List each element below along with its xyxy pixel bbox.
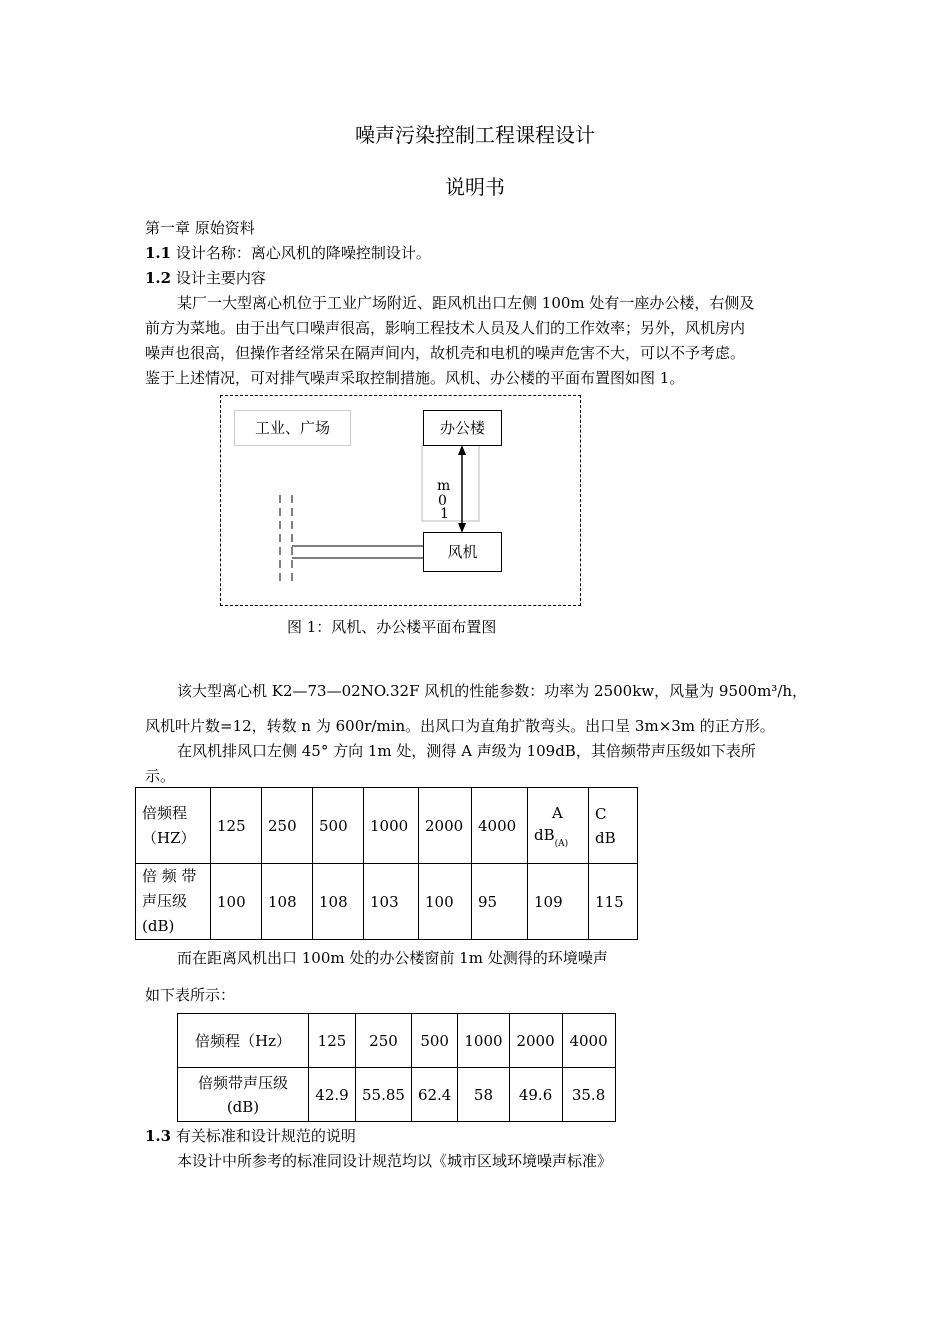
arrow-head-up-icon: [458, 445, 466, 455]
freq-cell: 500: [313, 788, 364, 864]
freq-cell: 4000: [472, 788, 528, 864]
value-cell: 100: [211, 864, 262, 940]
section-1-2: [145, 268, 266, 288]
value-cell: 109: [528, 864, 589, 940]
table-header-row: [178, 1014, 616, 1068]
freq-cell: 250: [262, 788, 313, 864]
paragraph-line: 前方为菜地。由于出气口噪声很高，影响工程技术人员及人们的工作效率；另外，风机房内: [145, 319, 746, 337]
freq-cell: 250: [356, 1014, 412, 1068]
c-weighted-header-cell: C dB: [589, 788, 638, 864]
distance-box: [422, 445, 479, 521]
paragraph-line: 风机叶片数=12，转数 n 为 600r/min。出风口为直角扩散弯头。出口呈 3m×3m 的正方形。: [145, 717, 775, 735]
distance-label-unit: m: [437, 478, 451, 494]
paragraph-line: 如下表所示：: [145, 986, 236, 1004]
section-number: 1.2: [145, 269, 172, 287]
paragraph-line: 鉴于上述情况，可对排气噪声采取控制措施。风机、办公楼的平面布置图如图 1。: [145, 369, 685, 387]
value-cell: 35.8: [562, 1068, 615, 1122]
industrial-square-label: 工业、广场: [234, 410, 351, 446]
paragraph-line: 该大型离心机 K2—73—02NO.32F 风机的性能参数：功率为 2500kw，风量为 9500m³/h，: [177, 682, 808, 700]
paragraph-line: 某厂一大型离心机位于工业广场附近、距风机出口左侧 100m 处有一座办公楼，右侧及: [177, 294, 755, 312]
value-cell: 103: [364, 864, 419, 940]
section-text: 有关标准和设计规范的说明: [175, 1127, 356, 1145]
freq-cell: 2000: [419, 788, 472, 864]
header-label-cell: 倍频程 （HZ）: [136, 788, 211, 864]
octave-band-table-office: [177, 1013, 616, 1122]
octave-band-table-fan: [135, 787, 638, 940]
value-cell: 108: [262, 864, 313, 940]
value-cell: 42.9: [309, 1068, 356, 1122]
value-cell: 100: [419, 864, 472, 940]
value-cell: 49.6: [509, 1068, 562, 1122]
chapter-heading: 第一章 原始资料: [145, 219, 255, 237]
row-label-cell: 倍频带声压级 (dB): [178, 1068, 309, 1122]
table-row: [178, 1068, 616, 1122]
section-1-3: [145, 1126, 356, 1146]
value-cell: 108: [313, 864, 364, 940]
freq-cell: 125: [211, 788, 262, 864]
section-text: 设计名称：离心风机的降噪控制设计。: [175, 244, 431, 262]
row-label-cell: 倍 频 带 声压级 (dB): [136, 864, 211, 940]
table-row: [136, 864, 638, 940]
distance-label-digit: 1: [440, 506, 449, 522]
document-subtitle: 说明书: [445, 175, 505, 199]
section-number: 1.3: [145, 1127, 172, 1145]
freq-cell: 1000: [458, 1014, 509, 1068]
document-title: 噪声污染控制工程课程设计: [355, 123, 595, 147]
table-header-row: [136, 788, 638, 864]
value-cell: 95: [472, 864, 528, 940]
section-1-1: [145, 243, 431, 263]
paragraph-line: 示。: [145, 767, 176, 785]
value-cell: 58: [458, 1068, 509, 1122]
value-cell: 55.85: [356, 1068, 412, 1122]
section-text: 设计主要内容: [175, 269, 266, 287]
value-cell: 62.4: [411, 1068, 457, 1122]
paragraph-line: 而在距离风机出口 100m 处的办公楼窗前 1m 处测得的环境噪声: [177, 949, 608, 967]
paragraph-line: 噪声也很高，但操作者经常呆在隔声间内，故机壳和电机的噪声危害不大，可以不予考虑。: [145, 344, 746, 362]
distance-label-digit: 0: [438, 493, 447, 509]
freq-cell: 2000: [509, 1014, 562, 1068]
value-cell: 115: [589, 864, 638, 940]
freq-cell: 4000: [562, 1014, 615, 1068]
freq-cell: 500: [411, 1014, 457, 1068]
paragraph-line: 在风机排风口左侧 45° 方向 1m 处，测得 A 声级为 109dB，其倍频带声压级如下表所: [177, 742, 756, 760]
figure-caption: 图 1：风机、办公楼平面布置图: [287, 618, 497, 636]
section-number: 1.1: [145, 244, 172, 262]
office-building-box: 办公楼: [423, 410, 502, 446]
freq-cell: 1000: [364, 788, 419, 864]
paragraph-line: 本设计中所参考的标准同设计规范均以《城市区域环境噪声标准》: [177, 1152, 613, 1170]
header-label-cell: 倍频程（Hz）: [178, 1014, 309, 1068]
freq-cell: 125: [309, 1014, 356, 1068]
a-weighted-header-cell: A $dB_{(A)}$: [528, 788, 589, 864]
fan-box: 风机: [423, 532, 502, 572]
